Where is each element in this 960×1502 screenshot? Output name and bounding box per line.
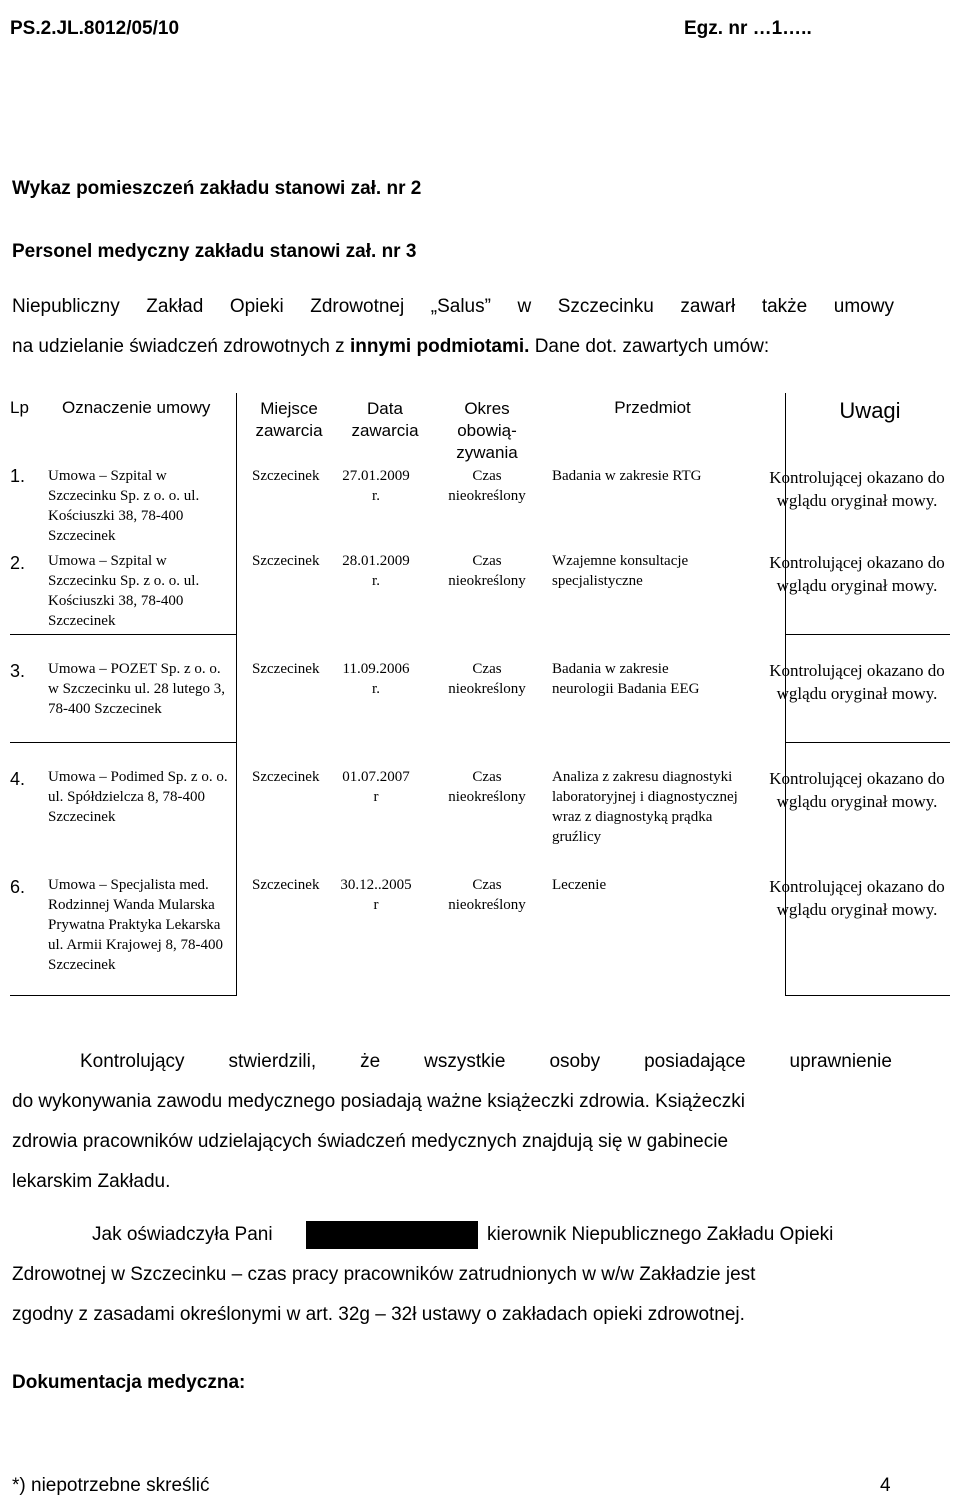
- row-number: 4.: [10, 769, 26, 789]
- intro-paragraph-line1: [12, 296, 894, 318]
- row-separator: [10, 634, 236, 635]
- contract-remarks: Kontrolującej okazano do wglądu oryginał mowy.: [769, 553, 945, 595]
- contract-subject: Leczenie: [552, 877, 607, 893]
- table-divider-left: [236, 393, 237, 996]
- findings-paragraph-line4: lekarskim Zakładu.: [12, 1171, 171, 1192]
- intro-word: Opieki: [229, 296, 284, 317]
- findings-word: wszystkie: [424, 1051, 506, 1072]
- findings-word: osoby: [549, 1051, 601, 1072]
- header-date: Data zawarcia: [351, 399, 419, 440]
- contract-date: 11.09.2006 r.: [342, 661, 410, 697]
- contract-designation: Umowa – Szpital w Szczecinku Sp. z o. o. ul. Kościuszki 38, 78-400 Szczecinek: [48, 553, 200, 629]
- intro-word: Niepubliczny: [12, 296, 120, 317]
- row-separator: [10, 742, 236, 743]
- intro-word: zawarł: [680, 296, 736, 317]
- row-number: 3.: [10, 661, 26, 681]
- contract-designation: Umowa – Specjalista med. Rodzinnej Wanda Mularska Prywatna Praktyka Lekarska ul. Armii Krajowej 8, 78-400 Szczecinek: [48, 877, 223, 973]
- contract-period: Czas nieokreślony: [448, 553, 526, 589]
- contract-date: 01.07.2007 r: [342, 769, 410, 805]
- contract-place: Szczecinek: [252, 468, 320, 484]
- header-period: Okres obowią-zywania: [456, 399, 518, 462]
- contract-designation: Umowa – Szpital w Szczecinku Sp. z o. o. ul. Kościuszki 38, 78-400 Szczecinek: [48, 468, 200, 544]
- statement-line3: zgodny z zasadami określonymi w art. 32g – 32ł ustawy o zakładach opieki zdrowotnej.: [12, 1304, 745, 1325]
- contract-date: 27.01.2009 r.: [342, 468, 410, 504]
- findings-word: że: [360, 1051, 381, 1072]
- table-bottom: [785, 995, 950, 996]
- header-subject: Przedmiot: [614, 398, 691, 417]
- statement-line2: Zdrowotnej w Szczecinku – czas pracy pracowników zatrudnionych w w/w Zakładzie jest: [12, 1264, 756, 1285]
- statement-text-start: Jak oświadczyła Pani: [92, 1224, 273, 1245]
- page-number: 4: [880, 1475, 891, 1496]
- contract-subject: Wzajemne konsultacje specjalistyczne: [552, 553, 689, 589]
- row-number: 6.: [10, 877, 26, 897]
- contract-place: Szczecinek: [252, 877, 320, 893]
- header-designation: Oznaczenie umowy: [62, 398, 211, 417]
- redacted-name: [306, 1221, 478, 1249]
- contract-place: Szczecinek: [252, 661, 320, 677]
- row-number: 2.: [10, 553, 26, 573]
- intro-word: umowy: [833, 296, 894, 317]
- intro-word: w: [517, 296, 532, 317]
- contract-remarks: Kontrolującej okazano do wglądu oryginał mowy.: [769, 769, 945, 811]
- row-number: 1.: [10, 466, 26, 486]
- document-reference: PS.2.JL.8012/05/10: [10, 18, 180, 39]
- row-separator: [785, 742, 950, 743]
- contract-period: Czas nieokreślony: [448, 468, 526, 504]
- intro-word: Zakład: [146, 296, 204, 317]
- contract-place: Szczecinek: [252, 769, 320, 785]
- findings-word: Kontrolujący: [80, 1051, 185, 1072]
- section-title-medical-records: Dokumentacja medyczna:: [12, 1372, 246, 1393]
- contract-period: Czas nieokreślony: [448, 661, 526, 697]
- footnote: *) niepotrzebne skreślić: [12, 1475, 210, 1496]
- findings-paragraph-line3: zdrowia pracowników udzielających świadczeń medycznych znajdują się w gabinecie: [12, 1131, 729, 1152]
- intro-emphasis: innymi podmiotami.: [349, 336, 530, 357]
- contract-remarks: Kontrolującej okazano do wglądu oryginał mowy.: [769, 877, 945, 919]
- intro-word: Zdrowotnej: [310, 296, 405, 317]
- contract-date: 30.12..2005 r: [340, 877, 412, 913]
- findings-word: uprawnienie: [789, 1051, 892, 1072]
- intro-word: także: [761, 296, 808, 317]
- intro-text: na udzielanie świadczeń zdrowotnych z: [12, 336, 350, 357]
- contract-remarks: Kontrolującej okazano do wglądu oryginał mowy.: [769, 468, 945, 510]
- intro-paragraph-line2: [12, 336, 769, 358]
- contract-date: 28.01.2009 r.: [342, 553, 410, 589]
- findings-paragraph-line1: [80, 1051, 892, 1073]
- statement-text-end: kierownik Niepublicznego Zakładu Opieki: [487, 1224, 834, 1245]
- attachment-note-staff: Personel medyczny zakładu stanowi zał. nr 3: [12, 241, 417, 262]
- contract-period: Czas nieokreślony: [448, 769, 526, 805]
- findings-word: posiadające: [644, 1051, 746, 1072]
- contract-remarks: Kontrolującej okazano do wglądu oryginał mowy.: [769, 661, 945, 703]
- contract-subject: Badania w zakresie RTG: [552, 468, 702, 484]
- header-lp: Lp: [10, 398, 29, 417]
- header-remarks: Uwagi: [839, 398, 901, 423]
- findings-word: stwierdzili,: [228, 1051, 317, 1072]
- intro-text-end: Dane dot. zawartych umów:: [529, 336, 770, 357]
- contract-period: Czas nieokreślony: [448, 877, 526, 913]
- row-separator: [785, 634, 950, 635]
- contract-subject: Analiza z zakresu diagnostyki laboratoryjnej i diagnostycznej wraz z diagnostyką prądka gruźlicy: [552, 769, 738, 845]
- findings-paragraph-line2: do wykonywania zawodu medycznego posiadają ważne książeczki zdrowia. Książeczki: [12, 1091, 745, 1112]
- copy-number: Egz. nr …1…..: [684, 18, 812, 39]
- header-place: Miejsce zawarcia: [255, 399, 323, 440]
- intro-word: „Salus”: [430, 296, 491, 317]
- intro-word: Szczecinku: [557, 296, 654, 317]
- table-bottom: [10, 995, 236, 996]
- attachment-note-premises: Wykaz pomieszczeń zakładu stanowi zał. nr 2: [12, 178, 422, 199]
- contract-place: Szczecinek: [252, 553, 320, 569]
- contract-designation: Umowa – POZET Sp. z o. o. w Szczecinku ul. 28 lutego 3, 78-400 Szczecinek: [48, 661, 226, 717]
- contract-subject: Badania w zakresie neurologii Badania EEG: [552, 661, 700, 697]
- contract-designation: Umowa – Podimed Sp. z o. o. ul. Spółdzielcza 8, 78-400 Szczecinek: [48, 769, 228, 825]
